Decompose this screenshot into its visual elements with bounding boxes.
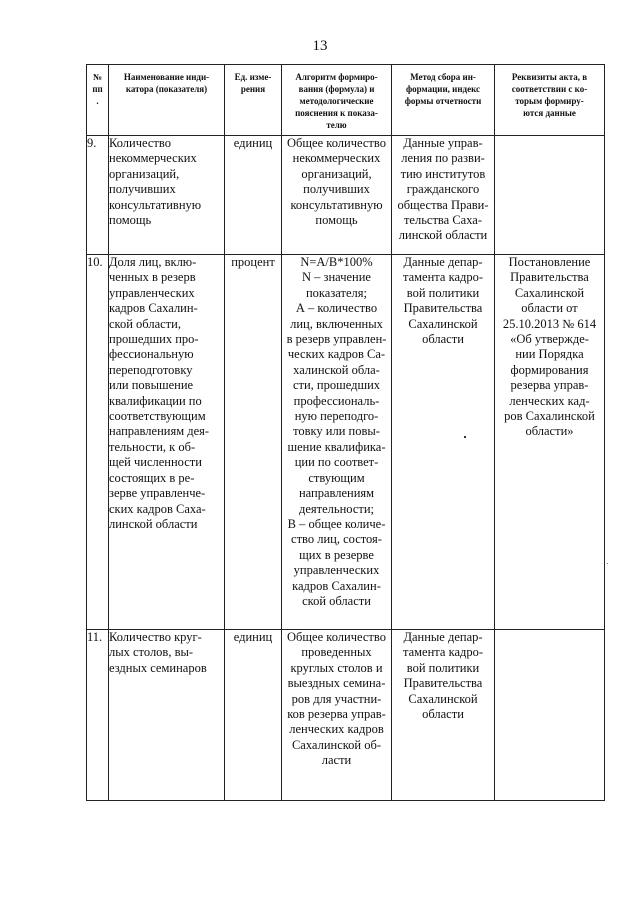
text-line: Данные депар- [403, 255, 483, 269]
table-row [87, 255, 605, 630]
indicators-table [86, 64, 605, 801]
text-line: А – количество [295, 301, 378, 316]
text-line: квалификации по [109, 393, 202, 408]
text-line: Количество [109, 136, 171, 150]
text-line: получивших [109, 182, 176, 197]
text-line: консультативную [290, 197, 383, 212]
scan-speck [464, 436, 466, 438]
text-line: тию институтов [400, 166, 486, 181]
text-line: Количество круг- [109, 630, 202, 644]
text-line: области» [525, 424, 574, 439]
text-line: «Об утвержде- [510, 332, 589, 347]
text-line: помощь [315, 213, 358, 228]
text-line: Правительства [403, 676, 483, 691]
text-line: Сахалинской [408, 316, 478, 331]
text-line: Общее количество [287, 630, 386, 644]
text-line: ции по соответ- [294, 455, 379, 470]
text-line: ются данные [523, 108, 576, 118]
text-line: получивших [303, 182, 370, 197]
header-unit [225, 65, 282, 136]
text-line: нии Порядка [515, 347, 584, 362]
text-line: тамента кадро- [402, 645, 484, 660]
text-line: ленческих кадров [289, 722, 384, 737]
algorithm-cell [282, 630, 392, 801]
text-line: управленческих [293, 563, 380, 578]
text-line: товку или повы- [293, 424, 380, 439]
text-line: № [92, 72, 103, 82]
text-line: Данные депар- [403, 630, 483, 644]
text-line: помощь [109, 213, 152, 228]
text-line: профессиональ- [293, 393, 380, 408]
text-line: тельности, к об- [109, 439, 196, 454]
text-line: Правительства [510, 270, 589, 285]
text-line: Доля лиц, вклю- [109, 255, 197, 269]
header-indicator-name [109, 65, 225, 136]
text-line: ленческих кад- [509, 393, 590, 408]
text-line: ских кадров Саха- [109, 501, 206, 516]
text-line: формы отчетности [404, 96, 482, 106]
text-line: пп [92, 84, 103, 94]
text-line: области от [521, 301, 578, 316]
scan-speck [607, 563, 608, 564]
text-line: ров для участни- [291, 691, 382, 706]
text-line: Сахалинской [408, 691, 478, 706]
text-line: организаций, [301, 166, 372, 181]
text-line: резерва управ- [510, 378, 589, 393]
text-line: организаций, [109, 166, 180, 181]
text-line: пояснения к показа- [295, 108, 378, 118]
text-line: Общее количество [287, 136, 386, 150]
text-line: лых столов, вы- [109, 645, 194, 660]
method-cell [392, 255, 495, 630]
act-cell [495, 630, 605, 801]
text-line: ную переподго- [294, 409, 379, 424]
text-line: N=A/B*100% [300, 255, 373, 269]
text-line: щих в резерве [299, 547, 374, 562]
text-line: ческих кадров Са- [287, 347, 386, 362]
text-line: ченных в резерв [109, 270, 196, 285]
text-line: формации, индекс [405, 84, 481, 94]
text-line: управленческих [109, 285, 195, 300]
text-line: ской области, [109, 316, 181, 331]
text-line: ров Сахалинской [504, 409, 595, 424]
text-line: формирования [510, 362, 589, 377]
text-line: деятельности; [298, 501, 375, 516]
header-collection-method [392, 65, 495, 136]
text-line: прошедших про- [109, 332, 199, 347]
text-line: соответствии с ко- [511, 84, 588, 94]
unit-cell: процент [225, 255, 282, 630]
row-number: 11. [87, 630, 109, 801]
text-line: . [96, 96, 99, 106]
text-line: области [422, 332, 464, 347]
text-line: Алгоритм формиро- [295, 72, 378, 82]
act-cell [495, 255, 605, 630]
text-line: 25.10.2013 № 614 [502, 316, 597, 331]
text-line: тамента кадро- [402, 270, 484, 285]
table-header-row [87, 65, 605, 136]
indicator-name [109, 630, 225, 801]
text-line: вания (формула) и [298, 84, 375, 94]
row-number: 9. [87, 136, 109, 255]
text-line: проведенных [301, 645, 372, 660]
unit-cell: единиц [225, 136, 282, 255]
text-line: сти, прошедших [292, 378, 381, 393]
text-line: фессиональную [109, 347, 194, 362]
text-line: области [422, 707, 464, 722]
act-cell [495, 136, 605, 255]
text-line: Метод сбора ин- [410, 72, 476, 82]
text-line: кадров Сахалин- [109, 301, 198, 316]
text-line: выездных семина- [287, 676, 386, 691]
text-line: Постановление [508, 255, 591, 269]
row-number: 10. [87, 255, 109, 630]
text-line: халинской обла- [293, 362, 380, 377]
text-line: некоммерческих [292, 151, 381, 166]
text-line: линской области [398, 228, 488, 243]
method-cell [392, 136, 495, 255]
text-line: лиц, включенных [290, 316, 383, 331]
header-act-details [495, 65, 605, 136]
text-line: торым формиру- [515, 96, 584, 106]
text-line: Правительства [403, 301, 483, 316]
table-row [87, 136, 605, 255]
table-row [87, 630, 605, 801]
text-line: ство лиц, состоя- [291, 532, 382, 547]
text-line: ласти [321, 753, 352, 768]
text-line: Сахалинской об- [291, 737, 382, 752]
text-line: зерве управленче- [109, 486, 206, 501]
text-line: Реквизиты акта, в [511, 72, 588, 82]
text-line: консультативную [109, 197, 202, 212]
text-line: методологические [299, 96, 374, 106]
text-line: шение квалифика- [287, 439, 386, 454]
indicator-name [109, 255, 225, 630]
algorithm-cell [282, 255, 392, 630]
text-line: щей численности [109, 455, 202, 470]
text-line: В – общее количе- [287, 516, 386, 531]
text-line: катора (показателя) [125, 84, 208, 94]
text-line: в резерв управлен- [286, 332, 387, 347]
text-line: ской области [302, 593, 371, 608]
method-cell [392, 630, 495, 801]
header-number [87, 65, 109, 136]
text-line: линской области [109, 516, 198, 531]
text-line: телю [326, 120, 347, 130]
text-line: ков резерва управ- [287, 707, 386, 722]
text-line: ствующим [308, 470, 365, 485]
text-line: Ед. изме- [234, 72, 272, 82]
text-line: показателя; [305, 285, 367, 300]
text-line: вой политики [406, 285, 480, 300]
text-line: состоящих в ре- [109, 470, 195, 485]
text-line: N – значение [302, 270, 371, 285]
text-line: некоммерческих [109, 151, 197, 166]
text-line: гражданского [406, 182, 480, 197]
text-line: рения [240, 84, 266, 94]
text-line: круглых столов и [290, 660, 383, 675]
text-line: вой политики [406, 660, 480, 675]
text-line: ления по разви- [401, 151, 485, 166]
text-line: тельства Саха- [403, 213, 483, 228]
text-line: Сахалинской [514, 285, 585, 300]
text-line: Наименование инди- [123, 72, 210, 82]
unit-cell: единиц [225, 630, 282, 801]
page-number: 13 [312, 38, 328, 54]
algorithm-cell [282, 136, 392, 255]
text-line: общества Прави- [397, 197, 489, 212]
text-line: Данные управ- [403, 136, 483, 150]
text-line: или повышение [109, 378, 194, 393]
text-line: направлениям дея- [109, 424, 210, 439]
text-line: направлениям [298, 486, 375, 501]
text-line: ездных семинаров [109, 660, 207, 675]
text-line: соответствующим [109, 409, 206, 424]
text-line: переподготовку [109, 362, 193, 377]
indicator-name [109, 136, 225, 255]
header-algorithm [282, 65, 392, 136]
text-line: кадров Сахалин- [292, 578, 381, 593]
